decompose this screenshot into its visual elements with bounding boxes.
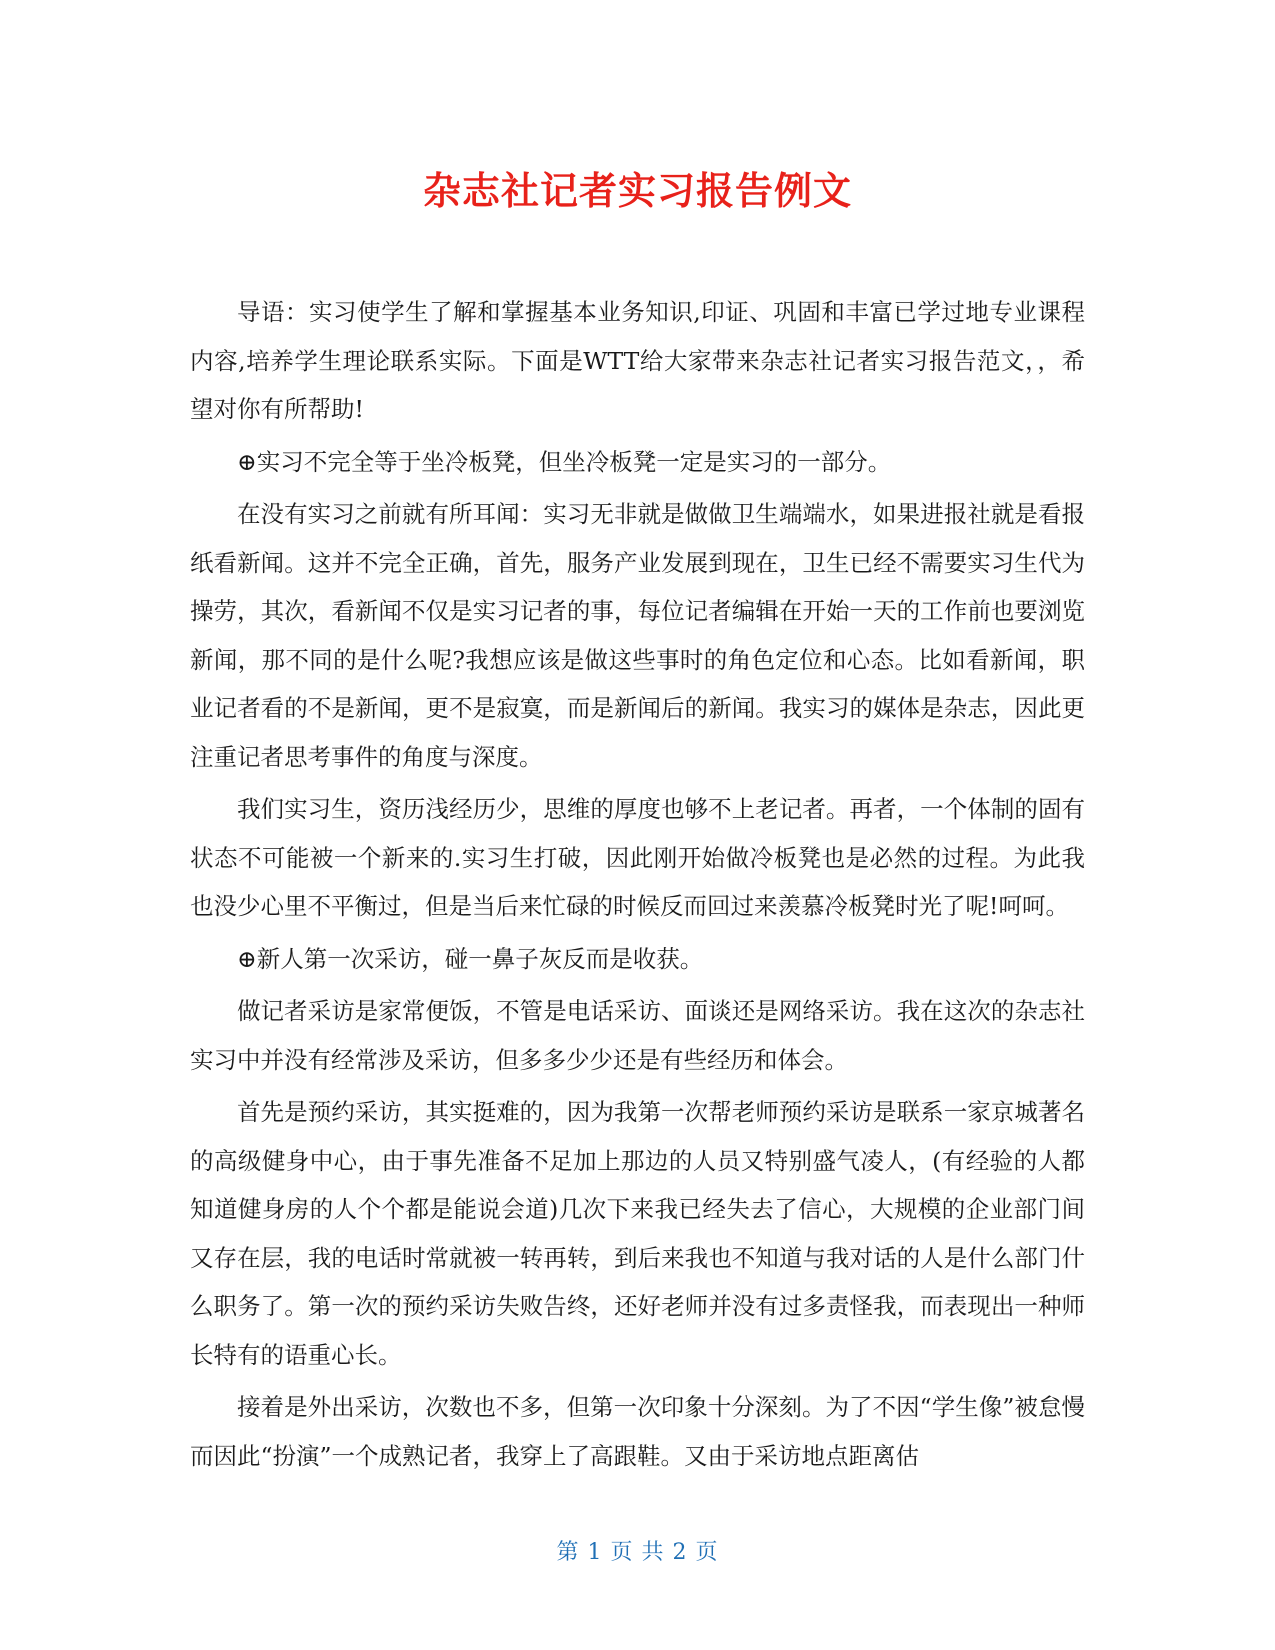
paragraph: 接着是外出采访，次数也不多，但第一次印象十分深刻。为了不因“学生像”被怠慢而因此“扮演”一个成熟记者，我穿上了高跟鞋。又由于采访地点距离估 — [190, 1393, 1085, 1470]
paragraph: 做记者采访是家常便饭，不管是电话采访、面谈还是网络采访。我在这次的杂志社实习中并没有经常涉及采访，但多多少少还是有些经历和体会。 — [190, 997, 1085, 1074]
paragraph-heading-1: ⊕实习不完全等于坐冷板凳，但坐冷板凳一定是实习的一部分。 — [237, 447, 892, 476]
paragraph: 在没有实习之前就有所耳闻：实习无非就是做做卫生端端水，如果进报社就是看报纸看新闻。这并不完全正确，首先，服务产业发展到现在，卫生已经不需要实习生代为操劳，其次，看新闻不仅是实习记者的事，每位记者编辑在开始一天的工作前也要浏览新闻，那不同的是什么呢?我想应该是做这些事时的角色定位和心态。比如看新闻，职业记者看的不是新闻，更不是寂寞，而是新闻后的新闻。我实习的媒体是杂志，因此更注重记者思考事件的角度与深度。 — [190, 500, 1085, 771]
paragraph: 首先是预约采访，其实挺难的，因为我第一次帮老师预约采访是联系一家京城著名的高级健身中心，由于事先准备不足加上那边的人员又特别盛气凌人，(有经验的人都知道健身房的人个个都是能说会道)几次下来我已经失去了信心，大规模的企业部门间又存在层，我的电话时常就被一转再转，到后来我也不知道与我对话的人是什么部门什么职务了。第一次的预约采访失败告终，还好老师并没有过多责怪我，而表现出一种师长特有的语重心长。 — [190, 1098, 1085, 1369]
paragraph-heading-2: ⊕新人第一次采访，碰一鼻子灰反而是收获。 — [237, 944, 704, 973]
page-number-footer: 第 1 页 共 2 页 — [556, 1540, 719, 1565]
paragraph: 我们实习生，资历浅经历少，思维的厚度也够不上老记者。再者，一个体制的固有状态不可能被一个新来的.实习生打破，因此刚开始做冷板凳也是必然的过程。为此我也没少心里不平衡过，但是当后来忙碌的时候反而回过来羡慕冷板凳时光了呢!呵呵。 — [190, 795, 1085, 920]
paragraph-intro: 导语：实习使学生了解和掌握基本业务知识,印证、巩固和丰富已学过地专业课程内容,培养学生理论联系实际。下面是WTT给大家带来杂志社记者实习报告范文，，希望对你有所帮助! — [190, 298, 1085, 423]
document-body — [190, 288, 1085, 1484]
document-title: 杂志社记者实习报告例文 — [422, 169, 852, 213]
